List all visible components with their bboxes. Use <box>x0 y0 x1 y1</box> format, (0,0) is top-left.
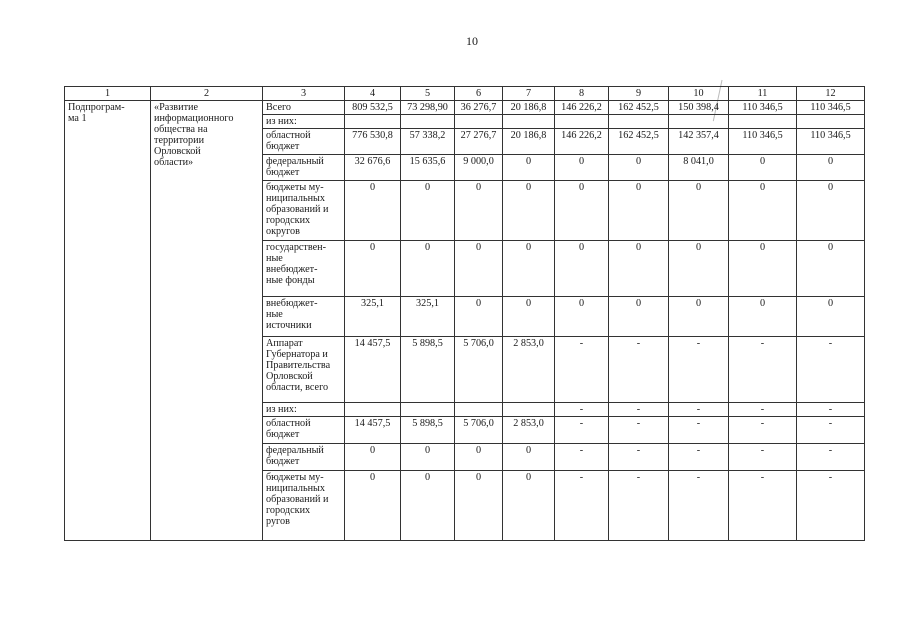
value-cell: 0 <box>729 297 797 337</box>
value-cell: 27 276,7 <box>455 129 503 155</box>
value-cell <box>455 403 503 417</box>
value-cell <box>797 115 865 129</box>
value-cell: 32 676,6 <box>345 155 401 181</box>
value-cell <box>503 403 555 417</box>
value-cell: - <box>555 403 609 417</box>
funding-source-cell: федеральный бюджет <box>263 444 345 471</box>
header-cell: 7 <box>503 87 555 101</box>
value-cell: 110 346,5 <box>729 129 797 155</box>
value-cell: 9 000,0 <box>455 155 503 181</box>
value-cell <box>555 115 609 129</box>
value-cell: 5 898,5 <box>401 417 455 444</box>
program-name-cell: «Развитие информационного общества на территории Орловской области» <box>151 101 263 541</box>
table-row <box>65 101 865 115</box>
value-cell: - <box>609 471 669 541</box>
value-cell: 5 898,5 <box>401 337 455 403</box>
value-cell: - <box>609 444 669 471</box>
value-cell: 0 <box>555 181 609 241</box>
value-cell: 0 <box>609 181 669 241</box>
funding-source-cell: государствен- ные внебюджет- ные фонды <box>263 241 345 297</box>
value-cell: - <box>609 417 669 444</box>
value-cell: 0 <box>729 241 797 297</box>
value-cell <box>455 115 503 129</box>
value-cell: 0 <box>555 155 609 181</box>
value-cell: 57 338,2 <box>401 129 455 155</box>
value-cell: 0 <box>609 297 669 337</box>
value-cell: - <box>555 471 609 541</box>
value-cell: 0 <box>401 444 455 471</box>
value-cell: 0 <box>503 297 555 337</box>
value-cell: - <box>555 444 609 471</box>
header-cell: 9 <box>609 87 669 101</box>
value-cell: 162 452,5 <box>609 101 669 115</box>
value-cell: - <box>609 403 669 417</box>
value-cell: 0 <box>669 181 729 241</box>
value-cell: - <box>729 403 797 417</box>
value-cell: 146 226,2 <box>555 101 609 115</box>
value-cell: 0 <box>503 444 555 471</box>
value-cell: - <box>669 417 729 444</box>
value-cell: 0 <box>669 297 729 337</box>
header-cell: 11 <box>729 87 797 101</box>
value-cell: - <box>797 337 865 403</box>
budget-table <box>64 86 865 541</box>
value-cell: 0 <box>729 181 797 241</box>
funding-source-cell: Всего <box>263 101 345 115</box>
value-cell: 0 <box>555 297 609 337</box>
value-cell: - <box>669 444 729 471</box>
funding-source-cell: бюджеты му- ниципальных образований и городских ругов <box>263 471 345 541</box>
page-number: 10 <box>466 34 478 48</box>
value-cell: 0 <box>455 181 503 241</box>
value-cell: 0 <box>401 181 455 241</box>
funding-source-cell: Аппарат Губернатора и Правительства Орловской области, всего <box>263 337 345 403</box>
funding-source-cell: из них: <box>263 115 345 129</box>
value-cell: 0 <box>345 241 401 297</box>
value-cell: 0 <box>797 297 865 337</box>
value-cell: 0 <box>729 155 797 181</box>
value-cell <box>503 115 555 129</box>
value-cell: - <box>729 471 797 541</box>
value-cell: - <box>729 417 797 444</box>
value-cell <box>729 115 797 129</box>
value-cell: 325,1 <box>345 297 401 337</box>
value-cell: 0 <box>455 444 503 471</box>
value-cell: 142 357,4 <box>669 129 729 155</box>
funding-source-cell: областной бюджет <box>263 129 345 155</box>
value-cell: 0 <box>609 155 669 181</box>
value-cell: 0 <box>797 181 865 241</box>
header-cell: 10 <box>669 87 729 101</box>
value-cell: 0 <box>455 241 503 297</box>
value-cell: 110 346,5 <box>797 101 865 115</box>
funding-source-cell: внебюджет- ные источники <box>263 297 345 337</box>
value-cell: 73 298,90 <box>401 101 455 115</box>
value-cell: 0 <box>669 241 729 297</box>
funding-source-cell: из них: <box>263 403 345 417</box>
value-cell: 36 276,7 <box>455 101 503 115</box>
value-cell: 0 <box>455 297 503 337</box>
value-cell <box>609 115 669 129</box>
value-cell: 0 <box>345 181 401 241</box>
value-cell: 110 346,5 <box>797 129 865 155</box>
value-cell: 0 <box>503 181 555 241</box>
value-cell: - <box>669 471 729 541</box>
value-cell: 146 226,2 <box>555 129 609 155</box>
value-cell: 20 186,8 <box>503 101 555 115</box>
value-cell: 0 <box>345 444 401 471</box>
value-cell: 2 853,0 <box>503 417 555 444</box>
value-cell: 809 532,5 <box>345 101 401 115</box>
value-cell: 0 <box>609 241 669 297</box>
header-cell: 6 <box>455 87 503 101</box>
value-cell: - <box>729 337 797 403</box>
value-cell: - <box>669 337 729 403</box>
value-cell: - <box>555 337 609 403</box>
value-cell <box>345 403 401 417</box>
value-cell: 110 346,5 <box>729 101 797 115</box>
value-cell: - <box>797 471 865 541</box>
value-cell: 0 <box>401 241 455 297</box>
value-cell <box>669 115 729 129</box>
value-cell: 2 853,0 <box>503 337 555 403</box>
funding-source-cell: областной бюджет <box>263 417 345 444</box>
value-cell: 0 <box>797 155 865 181</box>
value-cell: - <box>797 444 865 471</box>
value-cell: 15 635,6 <box>401 155 455 181</box>
header-cell: 3 <box>263 87 345 101</box>
value-cell: - <box>609 337 669 403</box>
program-code-cell: Подпрограм- ма 1 <box>65 101 151 541</box>
value-cell: 0 <box>555 241 609 297</box>
value-cell: - <box>797 403 865 417</box>
header-cell: 4 <box>345 87 401 101</box>
header-row <box>65 87 865 101</box>
value-cell: 776 530,8 <box>345 129 401 155</box>
header-cell: 12 <box>797 87 865 101</box>
value-cell: 8 041,0 <box>669 155 729 181</box>
value-cell: 325,1 <box>401 297 455 337</box>
value-cell: 5 706,0 <box>455 337 503 403</box>
header-cell: 1 <box>65 87 151 101</box>
header-cell: 5 <box>401 87 455 101</box>
value-cell: 0 <box>503 241 555 297</box>
funding-source-cell: бюджеты му- ниципальных образований и городских округов <box>263 181 345 241</box>
value-cell <box>345 115 401 129</box>
value-cell: 0 <box>455 471 503 541</box>
value-cell: - <box>729 444 797 471</box>
value-cell <box>401 403 455 417</box>
value-cell: 0 <box>503 471 555 541</box>
value-cell: 0 <box>797 241 865 297</box>
value-cell: - <box>669 403 729 417</box>
value-cell: - <box>797 417 865 444</box>
value-cell: 20 186,8 <box>503 129 555 155</box>
value-cell: 5 706,0 <box>455 417 503 444</box>
value-cell: 162 452,5 <box>609 129 669 155</box>
value-cell: 0 <box>401 471 455 541</box>
value-cell: 150 398,4 <box>669 101 729 115</box>
header-cell: 8 <box>555 87 609 101</box>
header-cell: 2 <box>151 87 263 101</box>
value-cell <box>401 115 455 129</box>
value-cell: - <box>555 417 609 444</box>
value-cell: 0 <box>345 471 401 541</box>
value-cell: 14 457,5 <box>345 337 401 403</box>
value-cell: 0 <box>503 155 555 181</box>
funding-source-cell: федеральный бюджет <box>263 155 345 181</box>
value-cell: 14 457,5 <box>345 417 401 444</box>
